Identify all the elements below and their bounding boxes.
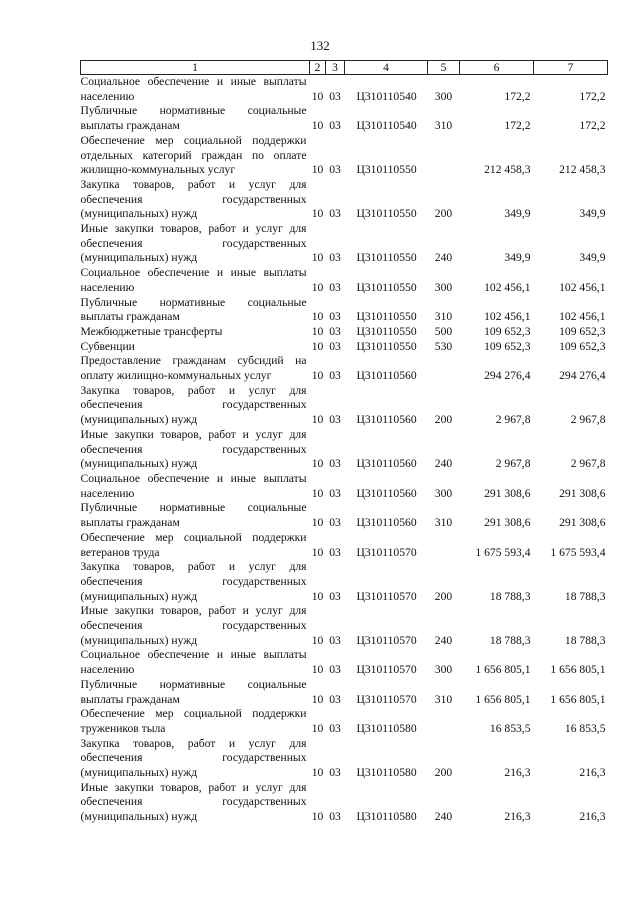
row-name: Социальное обеспечение и иные выплаты населению bbox=[80, 648, 307, 677]
table-row bbox=[81, 384, 608, 428]
table-row bbox=[81, 222, 608, 266]
amount-year-1: 1 675 593,4 bbox=[475, 545, 531, 559]
subsection-code: 03 bbox=[329, 457, 341, 471]
target-article-code: Ц310110570 bbox=[356, 633, 417, 647]
column-header: 6 bbox=[460, 61, 534, 75]
amount-year-2: 349,9 bbox=[579, 207, 606, 221]
section-code: 10 bbox=[311, 663, 324, 677]
expense-type-code: 240 bbox=[434, 810, 453, 824]
subsection-code: 03 bbox=[329, 413, 341, 427]
expense-type-code: 200 bbox=[434, 207, 453, 221]
target-article-code: Ц310110560 bbox=[356, 457, 417, 471]
amount-year-2: 2 967,8 bbox=[570, 457, 606, 471]
page-number: 132 bbox=[310, 38, 330, 53]
column-header: 7 bbox=[534, 61, 608, 75]
subsection-code: 03 bbox=[329, 692, 341, 706]
section-code: 10 bbox=[311, 369, 324, 383]
section-code: 10 bbox=[311, 516, 324, 530]
row-name: Предоставление гражданам субсидий на оплату жилищно-коммунальных услуг bbox=[80, 354, 307, 383]
subsection-code: 03 bbox=[329, 119, 341, 133]
target-article-code: Ц310110560 bbox=[356, 516, 417, 530]
expense-type-code bbox=[428, 707, 460, 736]
expense-type-code: 310 bbox=[434, 119, 453, 133]
amount-year-2: 1 656 805,1 bbox=[550, 692, 606, 706]
section-code: 10 bbox=[311, 589, 324, 603]
amount-year-2: 172,2 bbox=[579, 89, 606, 103]
expense-type-code: 240 bbox=[434, 251, 453, 265]
amount-year-1: 291 308,6 bbox=[484, 486, 531, 500]
amount-year-1: 109 652,3 bbox=[484, 339, 531, 353]
table-header-row bbox=[81, 61, 608, 75]
table-row bbox=[81, 325, 608, 340]
subsection-code: 03 bbox=[329, 633, 341, 647]
table-row bbox=[81, 75, 608, 105]
table-row bbox=[81, 266, 608, 295]
section-code: 10 bbox=[311, 721, 324, 735]
target-article-code: Ц310110540 bbox=[356, 89, 417, 103]
amount-year-2: 1 675 593,4 bbox=[550, 545, 606, 559]
target-article-code: Ц310110560 bbox=[356, 369, 417, 383]
expense-type-code: 200 bbox=[434, 413, 453, 427]
subsection-code: 03 bbox=[329, 324, 341, 338]
section-code: 10 bbox=[311, 457, 324, 471]
amount-year-1: 349,9 bbox=[504, 207, 531, 221]
target-article-code: Ц310110550 bbox=[356, 339, 417, 353]
section-code: 10 bbox=[311, 545, 324, 559]
amount-year-2: 102 456,1 bbox=[559, 280, 606, 294]
section-code: 10 bbox=[311, 89, 324, 103]
amount-year-1: 294 276,4 bbox=[484, 369, 531, 383]
table-row bbox=[81, 707, 608, 736]
target-article-code: Ц310110560 bbox=[356, 486, 417, 500]
row-name: Закупка товаров, работ и услуг для обеспечения государственных (муниципальных) нужд bbox=[80, 736, 307, 780]
row-name: Межбюджетные трансферты bbox=[80, 324, 223, 338]
amount-year-1: 216,3 bbox=[504, 766, 531, 780]
row-name: Субвенции bbox=[80, 339, 135, 353]
row-name: Закупка товаров, работ и услуг для обеспечения государственных (муниципальных) нужд bbox=[80, 560, 307, 603]
amount-year-2: 349,9 bbox=[579, 251, 606, 265]
amount-year-1: 172,2 bbox=[504, 89, 531, 103]
amount-year-1: 1 656 805,1 bbox=[475, 663, 531, 677]
row-name: Обеспечение мер социальной поддержки тружеников тыла bbox=[80, 707, 307, 735]
target-article-code: Ц310110570 bbox=[356, 663, 417, 677]
amount-year-2: 1 656 805,1 bbox=[550, 663, 606, 677]
expense-type-code bbox=[428, 134, 460, 178]
amount-year-2: 18 788,3 bbox=[564, 633, 606, 647]
section-code: 10 bbox=[311, 324, 324, 338]
amount-year-2: 172,2 bbox=[579, 119, 606, 133]
section-code: 10 bbox=[311, 163, 324, 177]
table-row bbox=[81, 472, 608, 501]
subsection-code: 03 bbox=[329, 589, 341, 603]
table-row bbox=[81, 531, 608, 560]
amount-year-2: 216,3 bbox=[579, 766, 606, 780]
section-code: 10 bbox=[311, 339, 324, 353]
subsection-code: 03 bbox=[329, 369, 341, 383]
row-name: Публичные нормативные социальные выплаты гражданам bbox=[80, 295, 307, 324]
table-row bbox=[81, 428, 608, 472]
amount-year-2: 291 308,6 bbox=[559, 486, 606, 500]
subsection-code: 03 bbox=[329, 516, 341, 530]
section-code: 10 bbox=[311, 310, 324, 324]
column-header: 4 bbox=[345, 61, 428, 75]
expense-type-code: 300 bbox=[434, 663, 453, 677]
amount-year-1: 109 652,3 bbox=[484, 324, 531, 338]
section-code: 10 bbox=[311, 692, 324, 706]
table-row bbox=[81, 737, 608, 781]
expense-type-code: 240 bbox=[434, 457, 453, 471]
amount-year-2: 212 458,3 bbox=[559, 163, 606, 177]
expense-type-code bbox=[428, 354, 460, 383]
target-article-code: Ц310110550 bbox=[356, 280, 417, 294]
section-code: 10 bbox=[311, 766, 324, 780]
expense-type-code: 300 bbox=[434, 89, 453, 103]
amount-year-1: 16 853,5 bbox=[489, 721, 531, 735]
amount-year-1: 18 788,3 bbox=[489, 589, 531, 603]
table-row bbox=[81, 354, 608, 383]
amount-year-2: 291 308,6 bbox=[559, 516, 606, 530]
amount-year-2: 109 652,3 bbox=[559, 324, 606, 338]
row-name: Иные закупки товаров, работ и услуг для обеспечения государственных (муниципальных) нужд bbox=[80, 427, 307, 471]
table-row bbox=[81, 604, 608, 648]
amount-year-1: 1 656 805,1 bbox=[475, 692, 531, 706]
section-code: 10 bbox=[311, 207, 324, 221]
row-name: Иные закупки товаров, работ и услуг для обеспечения государственных (муниципальных) нужд bbox=[80, 780, 307, 824]
expense-type-code: 300 bbox=[434, 280, 453, 294]
section-code: 10 bbox=[311, 633, 324, 647]
subsection-code: 03 bbox=[329, 721, 341, 735]
subsection-code: 03 bbox=[329, 310, 341, 324]
amount-year-2: 16 853,5 bbox=[564, 721, 606, 735]
column-header: 3 bbox=[326, 61, 345, 75]
target-article-code: Ц310110570 bbox=[356, 589, 417, 603]
amount-year-1: 216,3 bbox=[504, 810, 531, 824]
amount-year-2: 109 652,3 bbox=[559, 339, 606, 353]
table-row bbox=[81, 678, 608, 707]
table-row bbox=[81, 178, 608, 222]
subsection-code: 03 bbox=[329, 766, 341, 780]
expense-type-code: 530 bbox=[434, 339, 453, 353]
target-article-code: Ц310110580 bbox=[356, 766, 417, 780]
target-article-code: Ц310110550 bbox=[356, 163, 417, 177]
expense-type-code: 310 bbox=[434, 692, 453, 706]
subsection-code: 03 bbox=[329, 280, 341, 294]
expense-type-code: 310 bbox=[434, 310, 453, 324]
row-name: Обеспечение мер социальной поддержки ветеранов труда bbox=[80, 530, 307, 559]
expense-type-code bbox=[428, 531, 460, 560]
section-code: 10 bbox=[311, 486, 324, 500]
subsection-code: 03 bbox=[329, 163, 341, 177]
target-article-code: Ц310110570 bbox=[356, 545, 417, 559]
row-name: Закупка товаров, работ и услуг для обеспечения государственных (муниципальных) нужд bbox=[80, 177, 307, 221]
subsection-code: 03 bbox=[329, 251, 341, 265]
target-article-code: Ц310110550 bbox=[356, 324, 417, 338]
row-name: Публичные нормативные социальные выплаты гражданам bbox=[80, 104, 307, 133]
subsection-code: 03 bbox=[329, 339, 341, 353]
row-name: Публичные нормативные социальные выплаты гражданам bbox=[80, 501, 307, 530]
target-article-code: Ц310110560 bbox=[356, 413, 417, 427]
table-row bbox=[81, 781, 608, 825]
amount-year-2: 102 456,1 bbox=[559, 310, 606, 324]
expense-type-code: 200 bbox=[434, 766, 453, 780]
amount-year-1: 2 967,8 bbox=[495, 457, 531, 471]
target-article-code: Ц310110540 bbox=[356, 119, 417, 133]
section-code: 10 bbox=[311, 119, 324, 133]
target-article-code: Ц310110550 bbox=[356, 251, 417, 265]
column-header: 5 bbox=[428, 61, 460, 75]
table-row bbox=[81, 104, 608, 133]
section-code: 10 bbox=[311, 810, 324, 824]
subsection-code: 03 bbox=[329, 545, 341, 559]
target-article-code: Ц310110550 bbox=[356, 207, 417, 221]
amount-year-1: 349,9 bbox=[504, 251, 531, 265]
row-name: Социальное обеспечение и иные выплаты населению bbox=[80, 75, 307, 103]
target-article-code: Ц310110580 bbox=[356, 721, 417, 735]
amount-year-1: 212 458,3 bbox=[484, 163, 531, 177]
expense-type-code: 300 bbox=[434, 486, 453, 500]
amount-year-1: 172,2 bbox=[504, 119, 531, 133]
subsection-code: 03 bbox=[329, 89, 341, 103]
row-name: Иные закупки товаров, работ и услуг для обеспечения государственных (муниципальных) нужд bbox=[80, 604, 307, 647]
amount-year-2: 18 788,3 bbox=[564, 589, 606, 603]
amount-year-2: 294 276,4 bbox=[559, 369, 606, 383]
amount-year-1: 102 456,1 bbox=[484, 310, 531, 324]
row-name: Социальное обеспечение и иные выплаты населению bbox=[80, 471, 307, 500]
amount-year-1: 291 308,6 bbox=[484, 516, 531, 530]
target-article-code: Ц310110570 bbox=[356, 692, 417, 706]
amount-year-2: 216,3 bbox=[579, 810, 606, 824]
section-code: 10 bbox=[311, 413, 324, 427]
table-row bbox=[81, 340, 608, 355]
expense-type-code: 500 bbox=[434, 324, 453, 338]
column-header: 2 bbox=[310, 61, 326, 75]
section-code: 10 bbox=[311, 280, 324, 294]
amount-year-1: 2 967,8 bbox=[495, 413, 531, 427]
expense-type-code: 200 bbox=[434, 589, 453, 603]
expense-type-code: 240 bbox=[434, 633, 453, 647]
row-name: Социальное обеспечение и иные выплаты населению bbox=[80, 266, 307, 294]
column-header: 1 bbox=[81, 61, 310, 75]
table-row bbox=[81, 648, 608, 677]
row-name: Обеспечение мер социальной поддержки отдельных категорий граждан по оплате жилищно-коммунальных услуг bbox=[80, 133, 307, 177]
row-name: Публичные нормативные социальные выплаты гражданам bbox=[80, 677, 307, 706]
amount-year-1: 102 456,1 bbox=[484, 280, 531, 294]
table-row bbox=[81, 501, 608, 530]
section-code: 10 bbox=[311, 251, 324, 265]
amount-year-1: 18 788,3 bbox=[489, 633, 531, 647]
expense-type-code: 310 bbox=[434, 516, 453, 530]
amount-year-2: 2 967,8 bbox=[570, 413, 606, 427]
row-name: Закупка товаров, работ и услуг для обеспечения государственных (муниципальных) нужд bbox=[80, 383, 307, 427]
subsection-code: 03 bbox=[329, 486, 341, 500]
target-article-code: Ц310110580 bbox=[356, 810, 417, 824]
budget-table bbox=[80, 60, 608, 825]
subsection-code: 03 bbox=[329, 810, 341, 824]
row-name: Иные закупки товаров, работ и услуг для обеспечения государственных (муниципальных) нужд bbox=[80, 222, 307, 265]
table-row bbox=[81, 560, 608, 604]
subsection-code: 03 bbox=[329, 663, 341, 677]
table-row bbox=[81, 296, 608, 325]
table-row bbox=[81, 134, 608, 178]
target-article-code: Ц310110550 bbox=[356, 310, 417, 324]
subsection-code: 03 bbox=[329, 207, 341, 221]
